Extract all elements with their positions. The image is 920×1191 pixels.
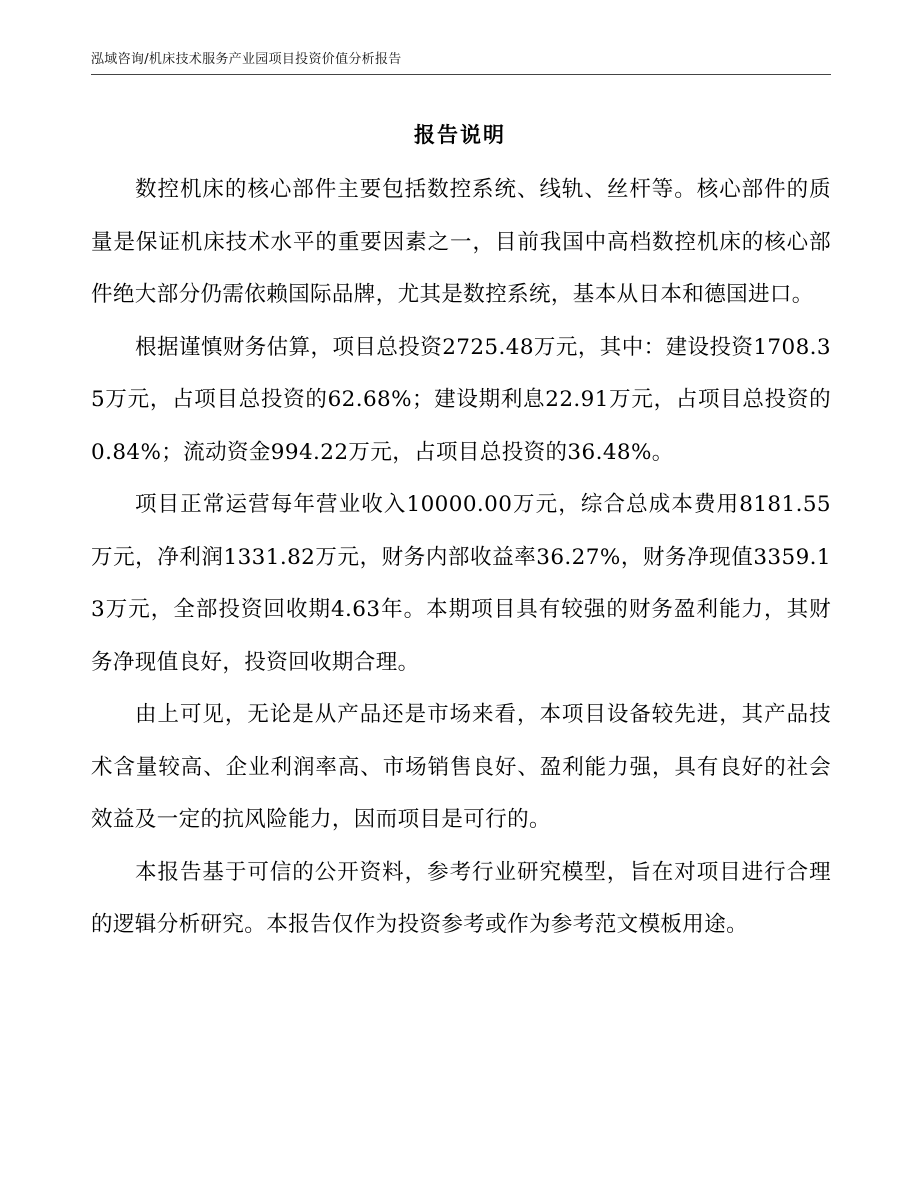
paragraph-feasibility-conclusion: 由上可见，无论是从产品还是市场来看，本项目设备较先进，其产品技术含量较高、企业利润率高、市场销售良好、盈利能力强，具有良好的社会效益及一定的抗风险能力，因而项目是可行的。 — [91, 702, 831, 832]
paragraph-investment-estimate: 根据谨慎财务估算，项目总投资2725.48万元，其中：建设投资1708.35万元，占项目总投资的62.68%；建设期利息22.91万元，占项目总投资的0.84%；流动资金994.22万元，占项目总投资的36.48%。 — [91, 334, 831, 465]
paragraph-core-components: 数控机床的核心部件主要包括数控系统、线轨、丝杆等。核心部件的质量是保证机床技术水平的重要因素之一，目前我国中高档数控机床的核心部件绝大部分仍需依赖国际品牌，尤其是数控系统，基本从日本和德国进口。 — [91, 177, 831, 307]
paragraph-disclaimer: 本报告基于可信的公开资料，参考行业研究模型，旨在对项目进行合理的逻辑分析研究。本报告仅作为投资参考或作为参考范文模板用途。 — [91, 859, 831, 937]
document-body — [91, 164, 831, 952]
paragraph-financial-returns: 项目正常运营每年营业收入10000.00万元，综合总成本费用8181.55万元，净利润1331.82万元，财务内部收益率36.27%，财务净现值3359.13万元，全部投资回收期4.63年。本期项目具有较强的财务盈利能力，其财务净现值良好，投资回收期合理。 — [91, 492, 831, 675]
document-title: 报告说明 — [414, 123, 506, 147]
page-header: 泓域咨询/机床技术服务产业园项目投资价值分析报告 — [91, 50, 831, 75]
